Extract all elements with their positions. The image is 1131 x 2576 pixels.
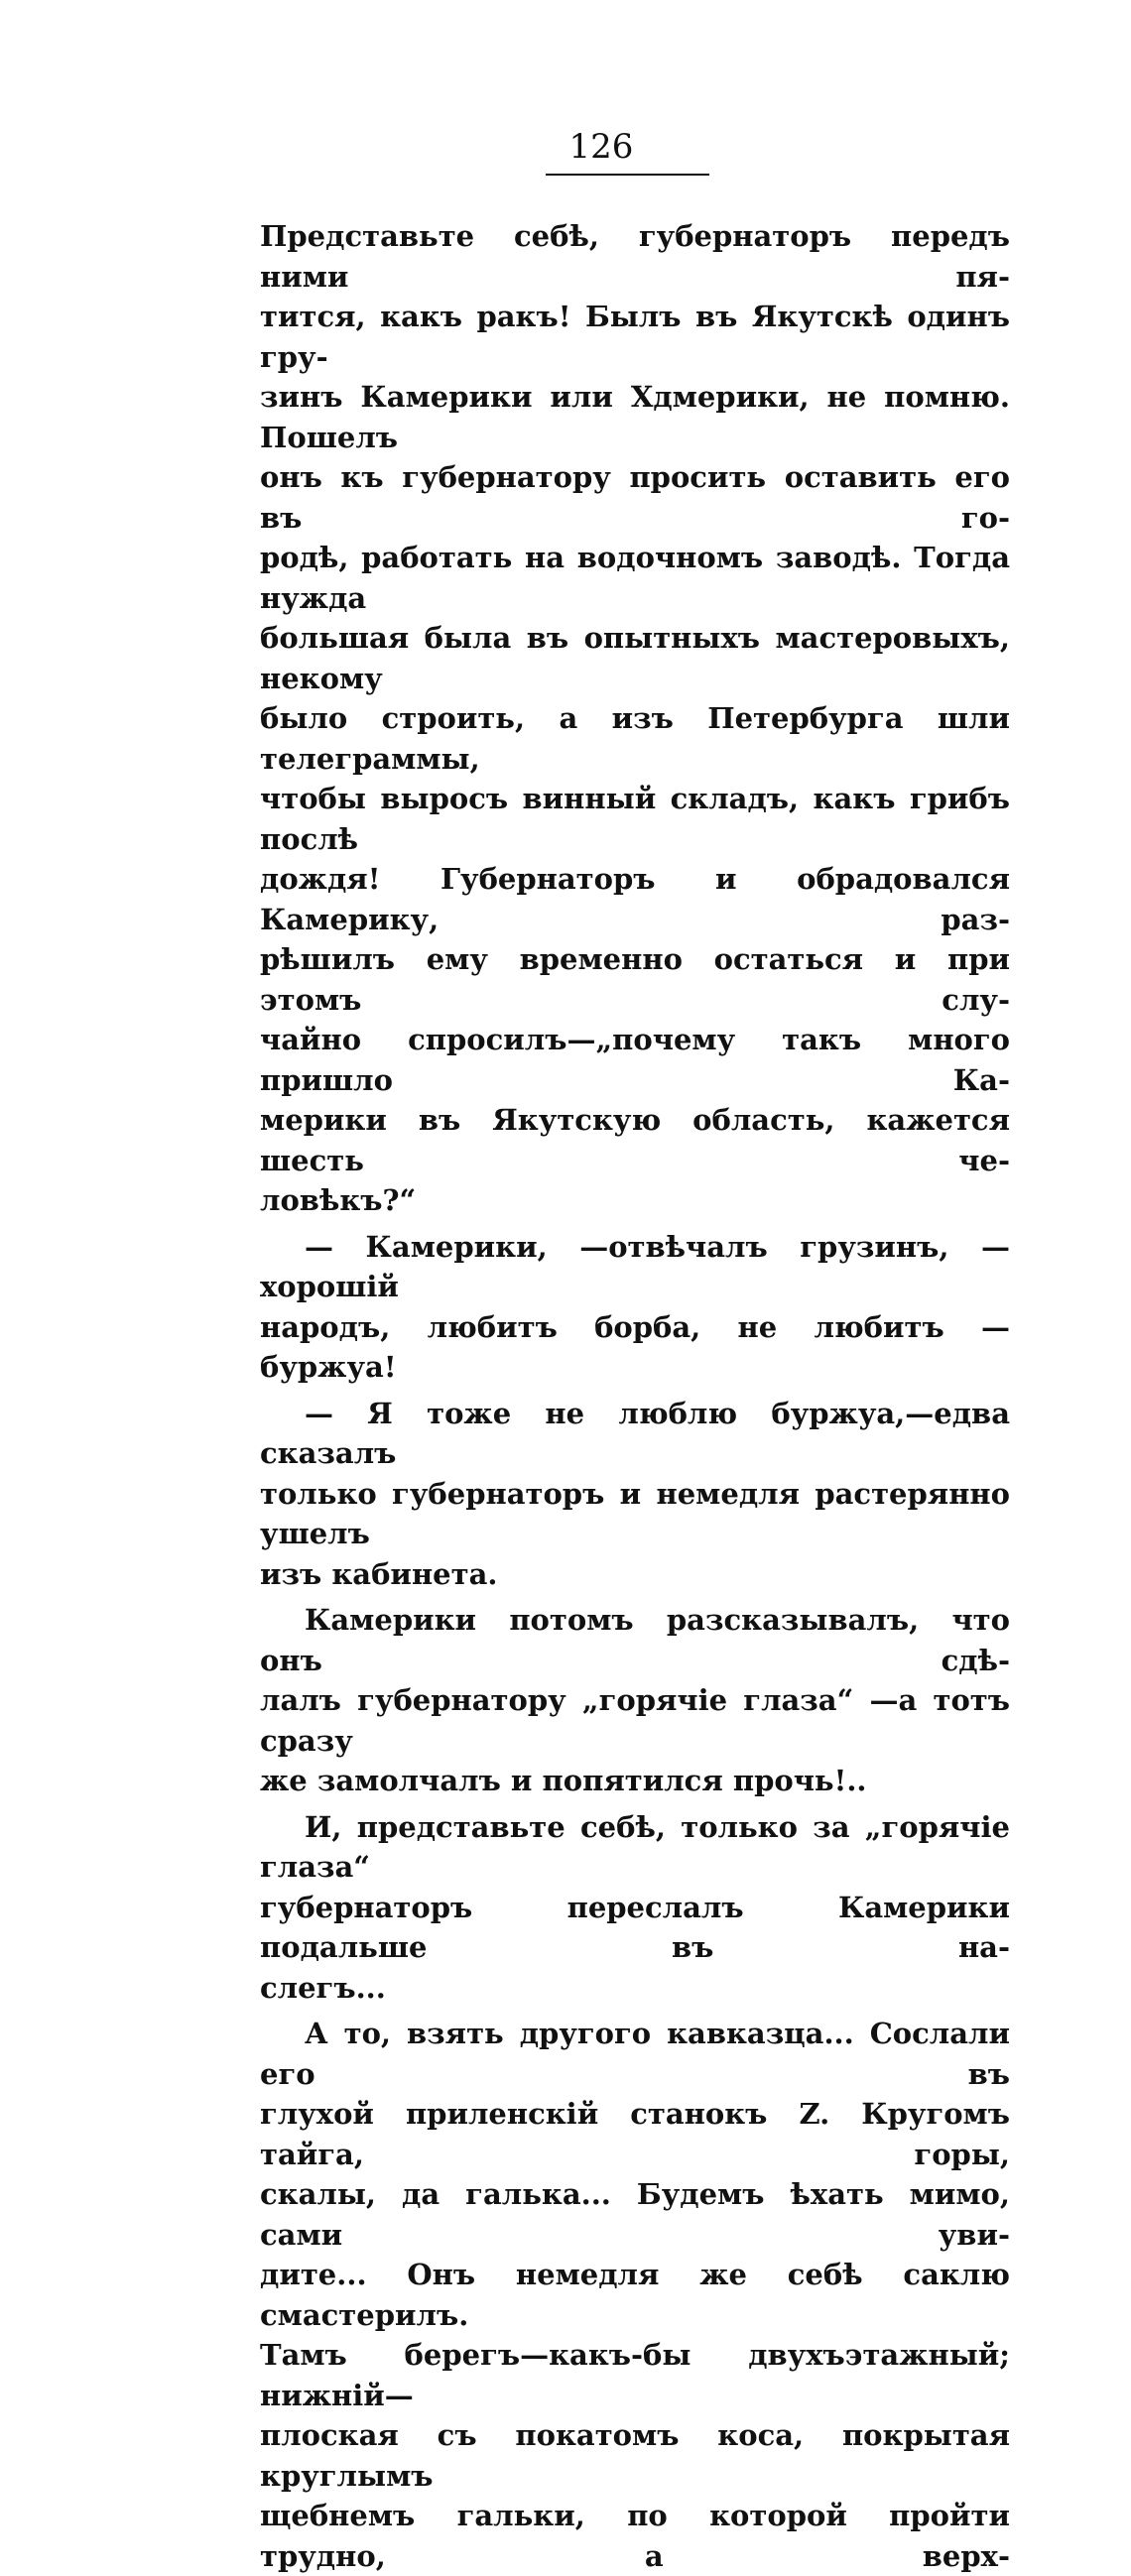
- text-block: [260, 216, 1010, 2576]
- text-line: чтобы выросъ винный складъ, какъ грибъ послѣ: [260, 782, 1010, 856]
- text-line: Представьте себѣ, губернаторъ передъ ними пя-: [260, 219, 1010, 294]
- paragraph-2: [260, 1227, 1010, 1388]
- header-rule: [546, 174, 709, 176]
- text-line: изъ кабинета.: [260, 1556, 498, 1591]
- text-line: плоская съ покатомъ коса, покрытая круглымъ: [260, 2418, 1010, 2493]
- text-line: Тамъ берегъ—какъ-бы двухъэтажный; нижній—: [260, 2338, 1010, 2412]
- text-line: мерики въ Якутскую область, кажется шесть че-: [260, 1103, 1010, 1177]
- paragraph-5: [260, 1807, 1010, 2009]
- text-line: — Камерики, —отвѣчалъ грузинъ, — хорошій: [260, 1229, 1010, 1303]
- text-line: только губернаторъ и немедля растерянно ушелъ: [260, 1476, 1010, 1550]
- text-line: рѣшилъ ему временно остаться и при этомъ слу-: [260, 942, 1010, 1017]
- page-number: 126: [568, 127, 634, 167]
- text-line: И, представьте себѣ, только за „горячіе глаза“: [260, 1809, 1010, 1884]
- text-line: большая была въ опытныхъ мастеровыхъ, некому: [260, 621, 1010, 695]
- text-line: Камерики потомъ разсказывалъ, что онъ сдѣ-: [260, 1603, 1010, 1677]
- text-line: зинъ Камерики или Хдмерики, не помню. Пошелъ: [260, 380, 1010, 454]
- text-line: дождя! Губернаторъ и обрадовался Камерику, раз-: [260, 862, 1010, 936]
- text-line: слегъ...: [260, 1970, 386, 2005]
- text-line: дите... Онъ немедля же себѣ саклю смастерилъ.: [260, 2258, 1010, 2332]
- text-line: — Я тоже не люблю буржуа,—едва сказалъ: [260, 1396, 1010, 1470]
- paragraph-6: [260, 2014, 1010, 2576]
- text-line: родѣ, работать на водочномъ заводѣ. Тогда нужда: [260, 541, 1010, 615]
- text-line: народъ, любитъ борба, не любитъ —буржуа!: [260, 1309, 1010, 1384]
- text-line: скалы, да галька... Будемъ ѣхать мимо, сами уви-: [260, 2177, 1010, 2252]
- text-line: лалъ губернатору „горячіе глаза“ —а тотъ сразу: [260, 1683, 1010, 1758]
- text-line: тится, какъ ракъ! Былъ въ Якутскѣ одинъ гру-: [260, 300, 1010, 374]
- paragraph-1: [260, 216, 1010, 1221]
- text-line: было строить, а изъ Петербурга шли телеграммы,: [260, 701, 1010, 776]
- text-line: щебнемъ гальки, по которой пройти трудно, а верх-: [260, 2499, 1010, 2573]
- text-line: онъ къ губернатору просить оставить его въ го-: [260, 460, 1010, 535]
- text-line: чайно спросилъ—„почему такъ много пришло Ка-: [260, 1023, 1010, 1097]
- text-line: ловѣкъ?“: [260, 1183, 417, 1217]
- paragraph-4: [260, 1600, 1010, 1801]
- text-line: А то, взять другого кавказца... Сослали его въ: [260, 2017, 1010, 2091]
- text-line: глухой приленскій станокъ Z. Кругомъ тайга, горы,: [260, 2097, 1010, 2171]
- text-line: же замолчалъ и попятился прочь!..: [260, 1764, 867, 1797]
- paragraph-3: [260, 1394, 1010, 1595]
- text-line: губернаторъ переслалъ Камерики подальше въ на-: [260, 1890, 1010, 1964]
